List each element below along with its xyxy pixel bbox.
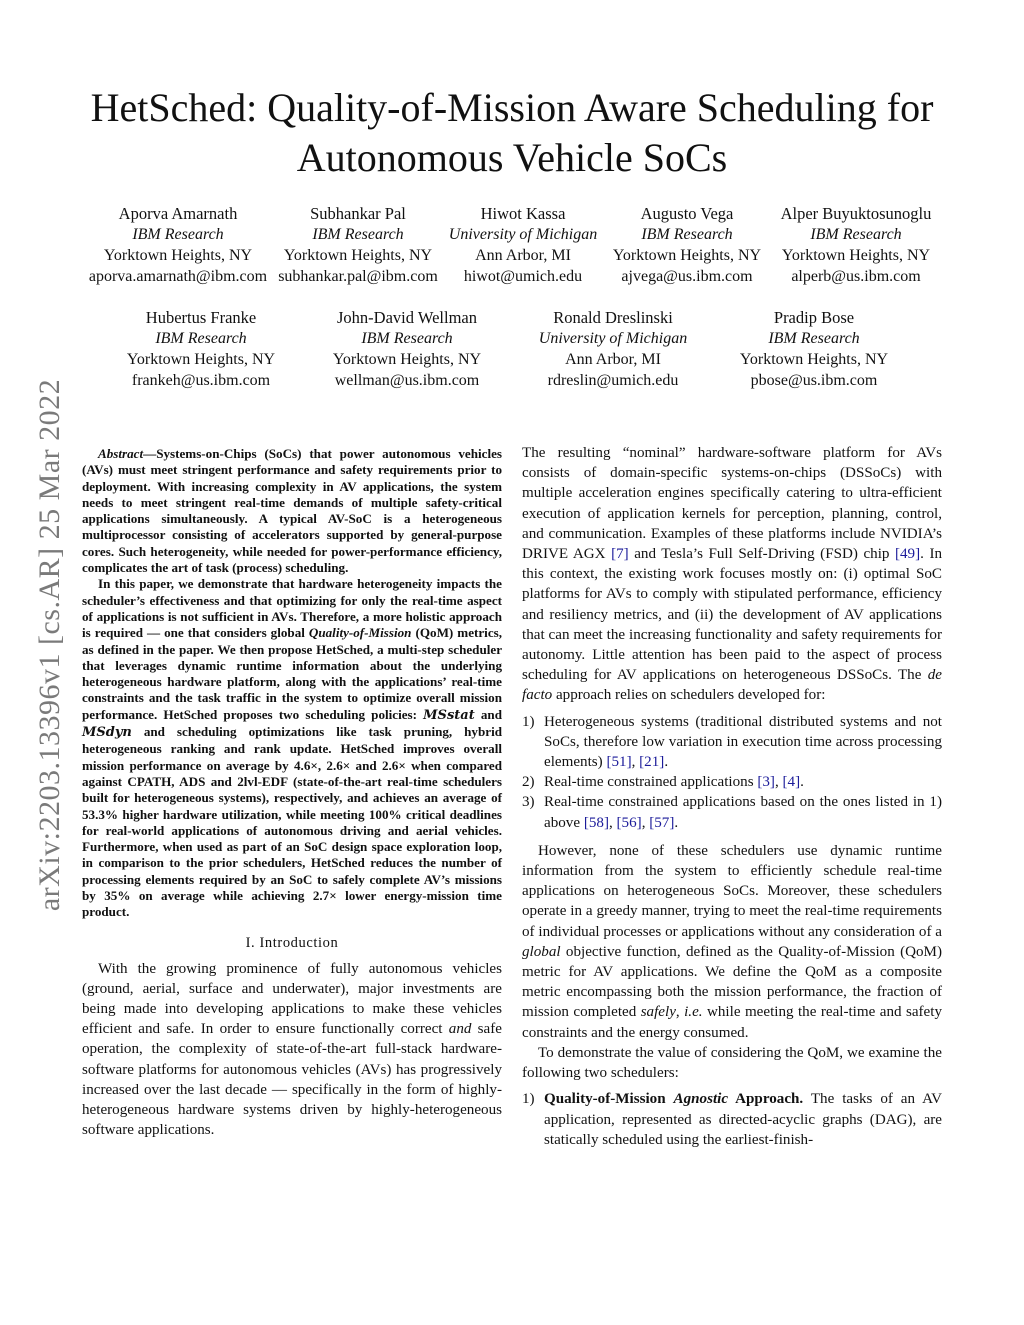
- list-number: 3): [522, 794, 535, 811]
- author-name: Subhankar Pal: [310, 204, 406, 223]
- abstract-text-2b: (QoM) metrics, as defined in the paper. We then propose HetSched, a multi-step scheduler that leverages dynamic runtime information about the underlying heterogeneous hardware platform, along with the applications’ real-time constraints and the task traffic in the system to optimize overall mission performance. HetSched proposes two scheduling policies:: [82, 625, 502, 722]
- list-number: 1): [522, 1091, 535, 1108]
- right-text-1c: . In this context, the existing work focuses mostly on: (i) optimal SoC platforms for AVs to comply with stipulated performance, efficiency and resiliency metrics, and (ii) the development of AV applications that can meet the increasing functionality and safety requirements for autonomy. Little attention has been paid to the aspect of process scheduling for AV applications on heterogeneous DSSoCs. The: [522, 546, 943, 684]
- paper-title: [0, 83, 1024, 183]
- author-name: Hubertus Franke: [145, 308, 257, 327]
- author-block: [756, 203, 956, 287]
- right-paragraph-2: [522, 841, 942, 1043]
- list-item-text: Real-time constrained applications: [544, 774, 758, 791]
- author-location: Yorktown Heights, NY: [739, 351, 889, 368]
- right-text-2d: while meeting the real-time and safety constraints and the energy consumed.: [522, 1004, 942, 1041]
- citation-link[interactable]: [4]: [782, 774, 801, 791]
- list-end: .: [674, 814, 679, 831]
- abstract-text-2c: and scheduling optimizations like task pruning, hybrid heterogeneous ranking and rank update. HetSched improves overall mission performance on average by 4.6×, 2.6× and 2.6× when compared against CPATH, ADS and 2lvl-EDF (state-of-the-art real-time schedulers built for heterogeneous systems), respectively, and achieves an average of 53.3% higher hardware utilization, while meeting 100% critical deadlines for real-world applications of autonomous driving and aerial vehicles. Furthermore, when used as part of an SoC design space exploration loop, in comparison to the prior schedulers, HetSched reduces the number of processing elements required by an SoC to safely complete AV’s missions by 35% on average while achieving 2.7× lower energy-mission time product.: [82, 724, 502, 920]
- intro-emph-and: and: [448, 1021, 472, 1038]
- citation-link[interactable]: [51]: [606, 754, 632, 771]
- right-column: [522, 443, 942, 1158]
- author-name: Aporva Amarnath: [118, 204, 238, 223]
- author-affiliation: IBM Research: [361, 330, 453, 347]
- author-location: Yorktown Heights, NY: [612, 247, 762, 264]
- author-affiliation: IBM Research: [155, 330, 247, 347]
- list-item-text: Real-time constrained applications based on the ones listed in 1) above: [544, 794, 942, 831]
- author-name: Alper Buyuktosunoglu: [780, 204, 932, 223]
- author-email: hiwot@umich.edu: [463, 268, 583, 285]
- author-affiliation: University of Michigan: [448, 226, 598, 243]
- abstract-paragraph-1: [82, 446, 502, 576]
- scheduler-basis-list: [522, 712, 942, 833]
- right-text-1a: The resulting “nominal” hardware-software platform for AVs consists of domain-specific systems-on-chips (DSSoCs) with multiple acceleration engines specifically catering to ultra-efficient execution of application kernels for perception, planning, control, and communication. Examples of these platforms include NVIDIA’s DRIVE AGX: [522, 445, 942, 563]
- list-item: [522, 792, 942, 832]
- list-number: 2): [522, 774, 535, 791]
- list-sep: ,: [631, 754, 640, 771]
- author-block: [78, 203, 278, 287]
- right-text-2b: objective function, defined as the Quality-of-Mission (QoM) metric for AV applications. We define the QoM as a composite metric encompassing both the mission performance, the fraction of mission completed: [522, 943, 942, 1021]
- author-name: Pradip Bose: [773, 308, 855, 327]
- list-item-text: Heterogeneous systems (traditional distributed systems and not SoCs, therefore low variation in execution time across processing elements): [544, 713, 942, 771]
- author-location: Ann Arbor, MI: [565, 351, 661, 368]
- author-location: Yorktown Heights, NY: [781, 247, 931, 264]
- author-email: aporva.amarnath@ibm.com: [88, 268, 268, 285]
- ie-emph: i.e.: [684, 1004, 703, 1021]
- author-affiliation: IBM Research: [312, 226, 404, 243]
- list-item: [522, 1089, 942, 1150]
- qom-term: Quality-of-Mission: [308, 625, 412, 641]
- title-line-2: Autonomous Vehicle SoCs: [296, 135, 728, 180]
- author-email: rdreslin@umich.edu: [547, 372, 679, 389]
- citation-link[interactable]: [56]: [616, 814, 642, 831]
- author-block: [307, 307, 507, 391]
- left-column: [82, 446, 502, 1140]
- abstract-paragraph-2: [82, 576, 502, 920]
- abstract-and: and: [474, 706, 502, 722]
- intro-paragraph-1: [82, 959, 502, 1141]
- author-name: Ronald Dreslinski: [553, 308, 673, 327]
- author-email: frankeh@us.ibm.com: [131, 372, 271, 389]
- author-location: Yorktown Heights, NY: [103, 247, 253, 264]
- arxiv-stamp: [20, 345, 80, 945]
- list-sep: ,: [641, 814, 650, 831]
- introduction-text: [82, 959, 502, 1141]
- global-emph: global: [522, 943, 561, 960]
- right-paragraph-3: To demonstrate the value of considering the QoM, we examine the following two schedulers:: [522, 1044, 942, 1082]
- abstract-label: Abstract: [98, 446, 144, 461]
- author-name: Augusto Vega: [640, 204, 734, 223]
- citation-link[interactable]: [7]: [611, 546, 629, 563]
- author-name: John-David Wellman: [337, 308, 477, 327]
- citation-link[interactable]: [57]: [649, 814, 675, 831]
- abstract-text-1: —Systems-on-Chips (SoCs) that power autonomous vehicles (AVs) must meet stringent performance and safety requirements prior to deployment. With increasing complexity in AV applications, the system needs to meet stringent real-time demands of multiple safety-critical applications simultaneously. A typical AV-SoC is a heterogeneous multiprocessor consisting of accelerators supported by general-purpose cores. Such heterogeneity, while needed for power-performance efficiency, complicates the art of task (process) scheduling.: [82, 446, 502, 576]
- right-text-2c: ,: [675, 1004, 685, 1021]
- citation-link[interactable]: [3]: [757, 774, 775, 791]
- author-email: pbose@us.ibm.com: [750, 372, 878, 389]
- intro-text-a: With the growing prominence of fully autonomous vehicles (ground, aerial, surface and underwater), major investments are being made into developing applications to make these vehicles efficient and safe. In order to ensure functionally correct: [82, 960, 502, 1038]
- right-paragraph-1: [522, 443, 942, 706]
- list-item: [522, 712, 942, 773]
- author-affiliation: University of Michigan: [538, 330, 688, 347]
- citation-link[interactable]: [21]: [639, 754, 665, 771]
- author-block: [513, 307, 713, 391]
- author-email: alperb@us.ibm.com: [791, 268, 921, 285]
- author-block: [714, 307, 914, 391]
- list-sep: ,: [608, 814, 617, 831]
- list-end: .: [800, 774, 804, 791]
- intro-text-b: safe operation, the complexity of state-of-the-art full-stack hardware-software platforms for autonomous vehicles (AVs) has progressively increased over the last decade — specifically in the form of highly-heterogeneous hardware systems driven by highly-heterogeneous software applications.: [82, 1021, 502, 1139]
- author-location: Yorktown Heights, NY: [332, 351, 482, 368]
- abstract-text-2a: In this paper, we demonstrate that hardware heterogeneity impacts the scheduler’s effectiveness and that optimizing for only the real-time aspect of applications is not sufficient in AVs. Therefore, a more holistic approach is required — one that considers global: [82, 576, 502, 641]
- right-text-1b: and Tesla’s Full Self-Driving (FSD) chip: [628, 546, 895, 563]
- approach-text: The tasks of an AV application, represented as directed-acyclic graphs (DAG), are statically scheduled using the earliest-finish-: [544, 1091, 942, 1148]
- author-block: [101, 307, 301, 391]
- author-affiliation: IBM Research: [810, 226, 902, 243]
- right-text-1d: approach relies on schedulers developed for:: [552, 687, 826, 704]
- author-name: Hiwot Kassa: [480, 204, 566, 223]
- author-email: wellman@us.ibm.com: [334, 372, 480, 389]
- author-location: Yorktown Heights, NY: [126, 351, 276, 368]
- approach-title: Quality-of-Mission: [544, 1091, 674, 1108]
- author-affiliation: IBM Research: [641, 226, 733, 243]
- list-item: [522, 772, 942, 792]
- citation-link[interactable]: [58]: [583, 814, 609, 831]
- arxiv-id-text: arXiv:2203.13396v1 [cs.AR] 25 Mar 2022: [33, 378, 66, 912]
- author-location: Ann Arbor, MI: [475, 247, 571, 264]
- scheduler-approach-list: [522, 1089, 942, 1150]
- list-sep: ,: [774, 774, 783, 791]
- author-affiliation: IBM Research: [768, 330, 860, 347]
- list-end: .: [664, 754, 669, 771]
- author-email: ajvega@us.ibm.com: [621, 268, 753, 285]
- abstract: [82, 446, 502, 921]
- safely-emph: safely: [640, 1004, 676, 1021]
- list-number: 1): [522, 713, 535, 730]
- approach-title-emph: Agnostic: [673, 1091, 729, 1108]
- author-affiliation: IBM Research: [132, 226, 224, 243]
- approach-title-end: Approach.: [728, 1091, 804, 1108]
- author-location: Yorktown Heights, NY: [283, 247, 433, 264]
- title-line-1: HetSched: Quality-of-Mission Aware Scheduling for: [90, 85, 934, 130]
- de-facto-emph: de facto: [522, 667, 942, 704]
- right-text-2a: However, none of these schedulers use dynamic runtime information from the system to efficiently schedule real-time applications on heterogeneous SoCs. Moreover, these schedulers operate in a greedy manner, trying to meet the real-time requirements of individual processes or applications without any consideration of a: [522, 842, 942, 940]
- ms-stat-symbol: MSstat: [423, 707, 475, 723]
- author-email: subhankar.pal@ibm.com: [278, 268, 438, 285]
- citation-link[interactable]: [49]: [894, 546, 921, 563]
- section-heading-introduction: I. Introduction: [245, 934, 339, 951]
- ms-dyn-symbol: MSdyn: [82, 725, 132, 741]
